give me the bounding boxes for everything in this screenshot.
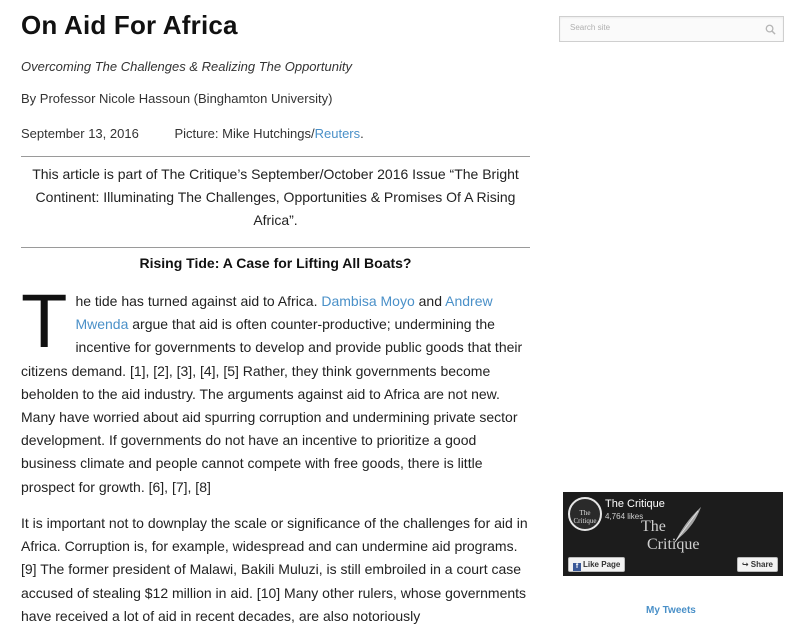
article-dateline <box>21 126 364 141</box>
facebook-page-widget[interactable] <box>563 492 783 576</box>
share-label: Share <box>750 560 773 569</box>
picture-credit <box>174 126 363 141</box>
like-page-label: Like Page <box>583 560 621 569</box>
my-tweets-link[interactable]: My Tweets <box>646 605 696 616</box>
dambisa-moyo-link[interactable]: Dambisa Moyo <box>321 293 415 309</box>
issue-note: This article is part of The Critique’s September/October 2016 Issue “The Bright Continent: Illuminating The Challenges, Opportunities & Promises Of A Rising Africa”. <box>32 166 519 228</box>
search-box <box>559 16 784 42</box>
paragraph-1 <box>21 279 530 499</box>
search-input[interactable] <box>568 22 762 33</box>
p1-text-a: he tide has turned against aid to Africa. <box>75 293 322 309</box>
andrew-mwenda-link[interactable]: Andrew Mwenda <box>75 293 493 333</box>
cover-title-line2: Critique <box>647 536 700 553</box>
like-page-button[interactable] <box>568 557 625 572</box>
facebook-icon: f <box>573 563 581 571</box>
article-subtitle: Overcoming The Challenges & Realizing The Opportunity <box>21 59 352 74</box>
article-title: On Aid For Africa <box>21 10 238 40</box>
p1-text-b: and <box>414 293 446 309</box>
share-button[interactable] <box>737 557 778 572</box>
p1-text-c: argue that aid is often counter-productive; undermining the incentive for governments to develop and provide public goods that their citizens demand. [1], [2], [3], [4], [5] Rather, they think governments become beholden to the aid industry. The arguments against aid to Africa are not new. Many have worried about aid spurring corruption and undermining private sector development. If governments do not have an incentive to prioritize a good business climate and people cannot compete with free goods, there is little prospect for growth. [6], [7], [8] <box>21 316 523 495</box>
article-byline: By Professor Nicole Hassoun (Binghamton University) <box>21 91 333 106</box>
share-icon: ↪ <box>741 560 751 569</box>
paragraph-2: It is important not to downplay the scale or significance of the challenges for aid in Africa. Corruption is, for example, widespread and can undermine aid programs. [9] The former president of Malawi, Bakili Muluzi, is still embroiled in a court case accused of stealing $12 million in aid. [10] Many other rulers, whose governments have received a lot of aid in recent decades, are also notoriously <box>21 515 528 624</box>
page-logo[interactable]: The Critique <box>568 497 602 531</box>
fb-likes-count: 4,764 likes <box>605 512 644 521</box>
section-heading: Rising Tide: A Case for Lifting All Boats? <box>139 255 412 271</box>
divider-top <box>21 156 530 157</box>
search-icon[interactable] <box>765 24 776 35</box>
divider-bottom <box>21 247 530 248</box>
fb-page-name[interactable]: The Critique <box>605 498 665 510</box>
publish-date: September 13, 2016 <box>21 126 139 141</box>
picture-credit-prefix: Picture: Mike Hutchings/ <box>174 126 315 141</box>
picture-credit-suffix: . <box>360 126 364 141</box>
cover-title-line1: The <box>641 518 666 535</box>
drop-cap: T <box>21 279 68 364</box>
feather-icon <box>671 504 705 544</box>
reuters-link[interactable]: Reuters <box>314 126 361 141</box>
